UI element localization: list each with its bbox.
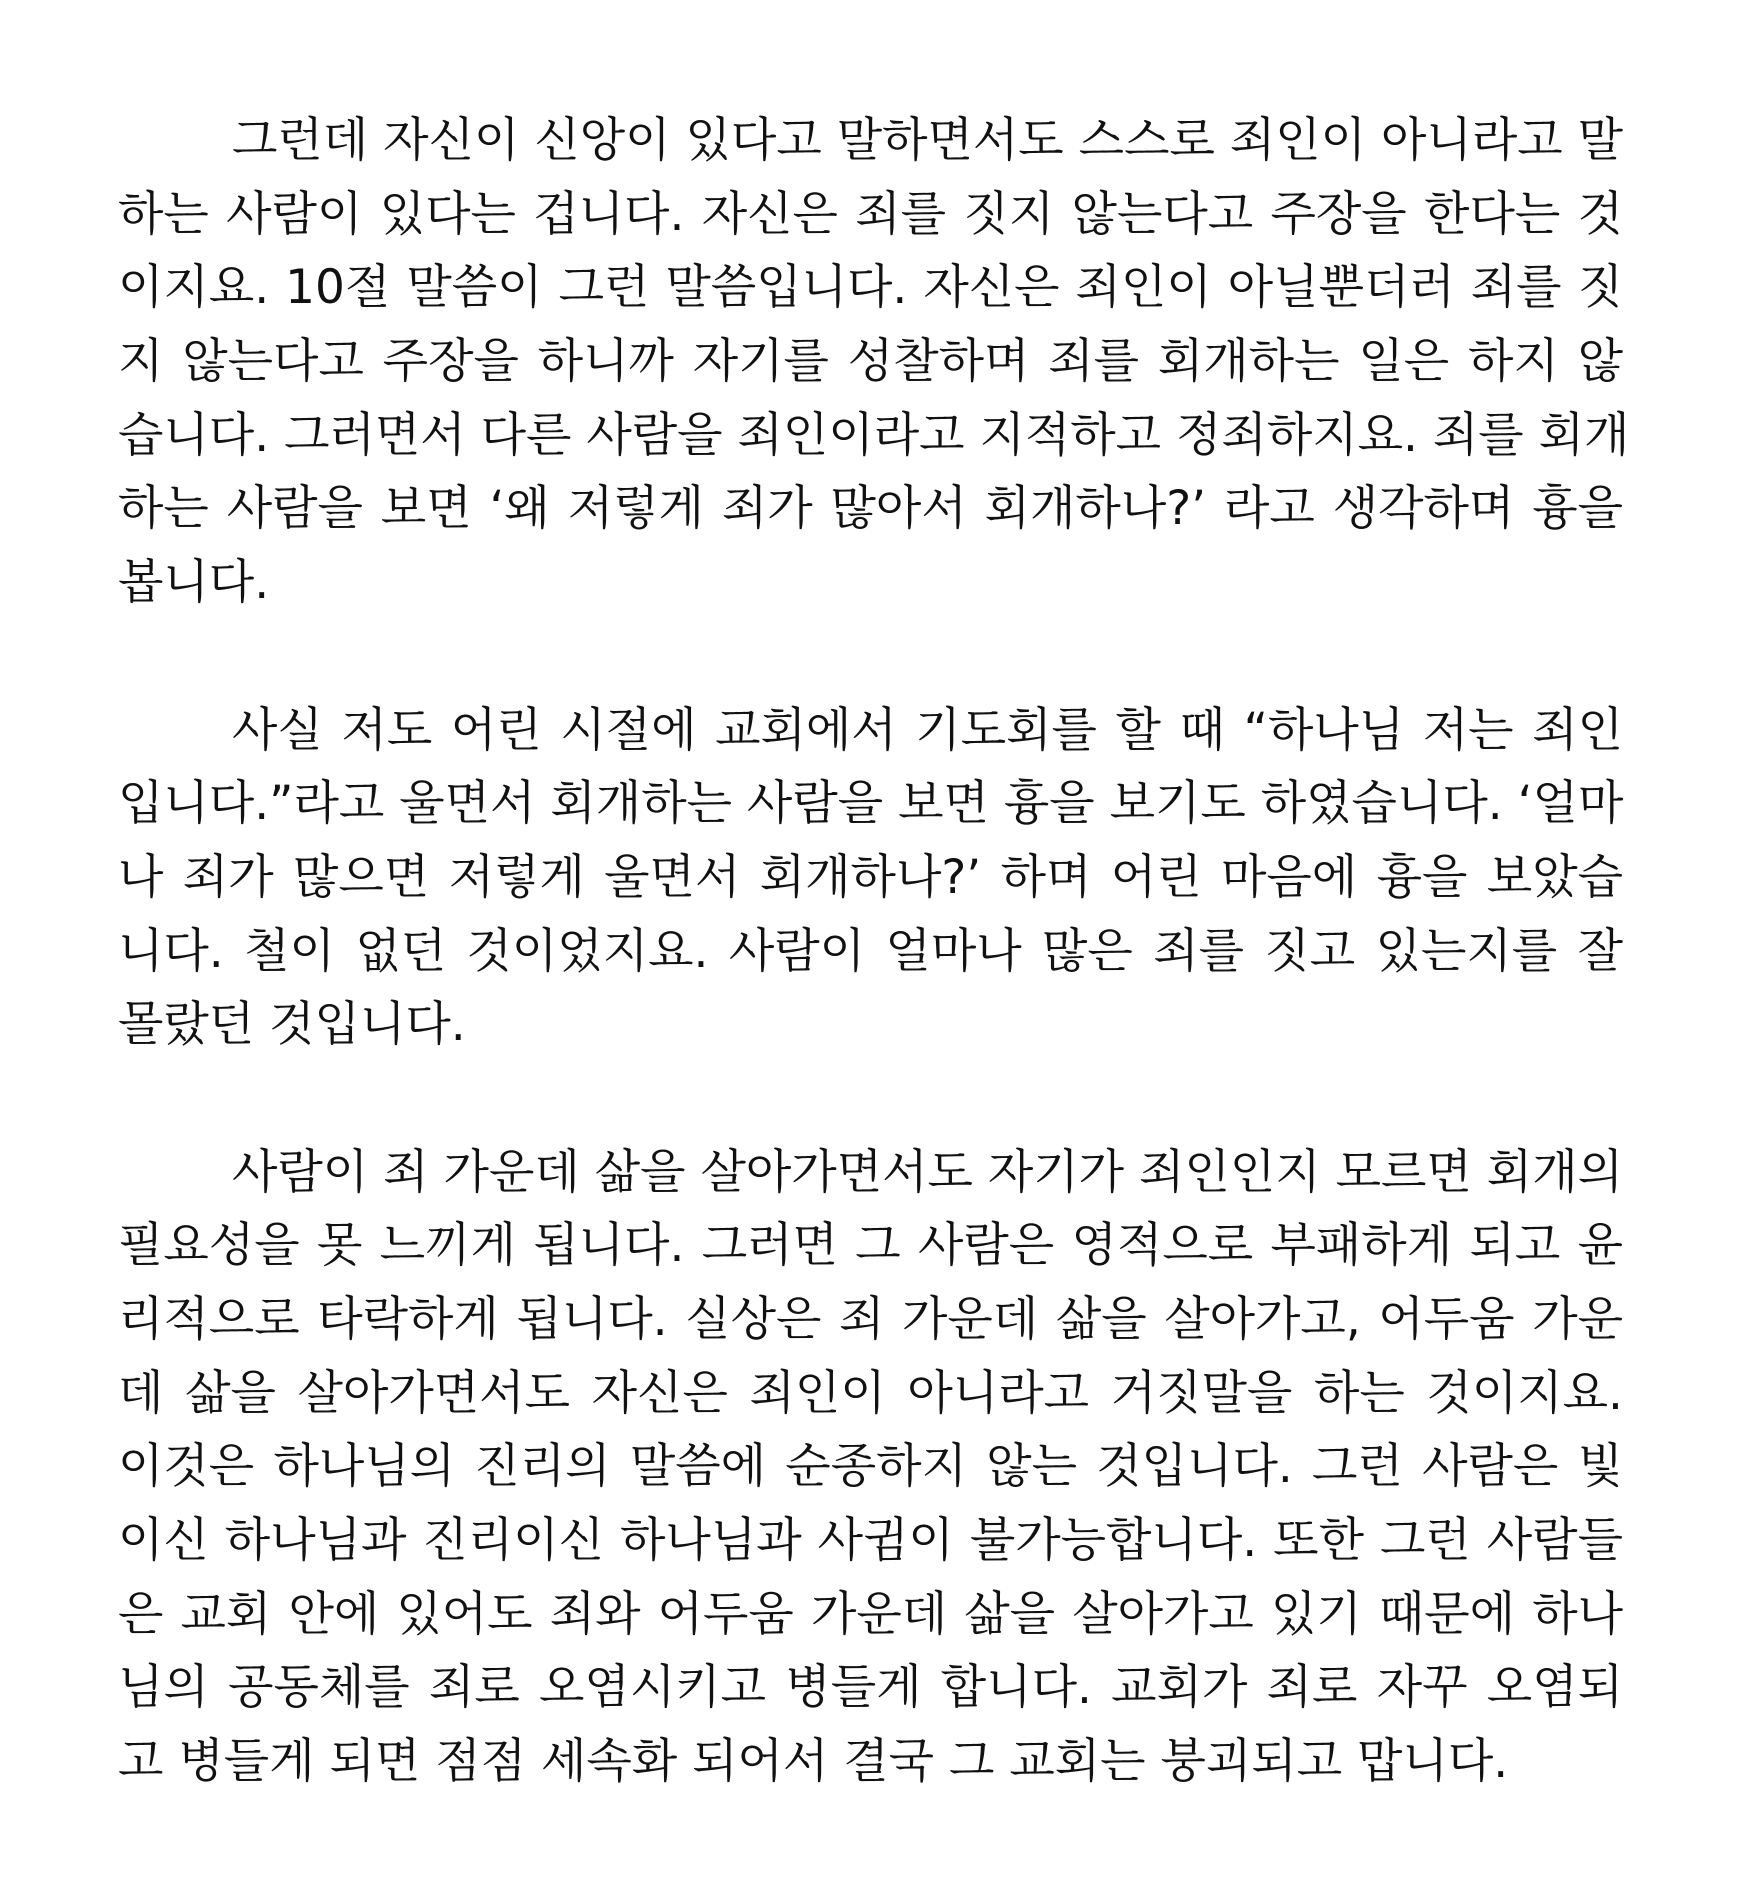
text-line: 이신 하나님과 진리이신 하나님과 사귐이 불가능합니다. 또한 그런 사람들 — [118, 1513, 1623, 1569]
text-line: 지 않는다고 주장을 하니까 자기를 성찰하며 죄를 회개하는 일은 하지 않 — [118, 334, 1623, 390]
text-line: 나 죄가 많으면 저렇게 울면서 회개하나?’ 하며 어린 마음에 흉을 보았습 — [118, 849, 1623, 905]
text-line: 몰랐던 것입니다. — [118, 997, 466, 1053]
text-line: 데 삶을 살아가면서도 자신은 죄인이 아니라고 거짓말을 하는 것이지요. — [118, 1365, 1623, 1421]
text-line: 은 교회 안에 있어도 죄와 어두움 가운데 삶을 살아가고 있기 때문에 하나 — [118, 1586, 1623, 1642]
text-line: 사실 저도 어린 시절에 교회에서 기도회를 할 때 “하나님 저는 죄인 — [232, 702, 1623, 758]
text-line: 고 병들게 되면 점점 세속화 되어서 결국 그 교회는 붕괴되고 맙니다. — [118, 1734, 1509, 1790]
text-line: 입니다.”라고 울면서 회개하는 사람을 보면 흉을 보기도 하였습니다. ‘얼마 — [118, 776, 1624, 832]
text-line: 님의 공동체를 죄로 오염시키고 병들게 합니다. 교회가 죄로 자꾸 오염되 — [118, 1660, 1623, 1716]
text-line: 하는 사람이 있다는 겁니다. 자신은 죄를 짓지 않는다고 주장을 한다는 것 — [118, 186, 1623, 242]
document-page — [118, 104, 1630, 1799]
text-line: 하는 사람을 보면 ‘왜 저렇게 죄가 많아서 회개하나?’ 라고 생각하며 흉을 — [118, 481, 1623, 537]
text-line: 이지요. 10절 말씀이 그런 말씀입니다. 자신은 죄인이 아닐뿐더러 죄를 짓 — [118, 260, 1623, 316]
text-line: 니다. 철이 없던 것이었지요. 사람이 얼마나 많은 죄를 짓고 있는지를 잘 — [118, 923, 1623, 979]
text-line: 이것은 하나님의 진리의 말씀에 순종하지 않는 것입니다. 그런 사람은 빛 — [118, 1439, 1623, 1495]
text-line: 사람이 죄 가운데 삶을 살아가면서도 자기가 죄인인지 모르면 회개의 — [232, 1144, 1623, 1200]
text-line: 필요성을 못 느끼게 됩니다. 그러면 그 사람은 영적으로 부패하게 되고 윤 — [118, 1218, 1623, 1274]
paragraph-2 — [118, 694, 1623, 1062]
paragraph-3 — [118, 1136, 1623, 1799]
text-line: 습니다. 그러면서 다른 사람을 죄인이라고 지적하고 정죄하지요. 죄를 회개 — [118, 407, 1630, 463]
paragraph-1 — [118, 104, 1630, 620]
text-line: 리적으로 타락하게 됩니다. 실상은 죄 가운데 삶을 살아가고, 어두움 가운 — [118, 1292, 1623, 1347]
text-line: 그런데 자신이 신앙이 있다고 말하면서도 스스로 죄인이 아니라고 말 — [232, 113, 1623, 168]
text-line: 봅니다. — [118, 555, 270, 611]
